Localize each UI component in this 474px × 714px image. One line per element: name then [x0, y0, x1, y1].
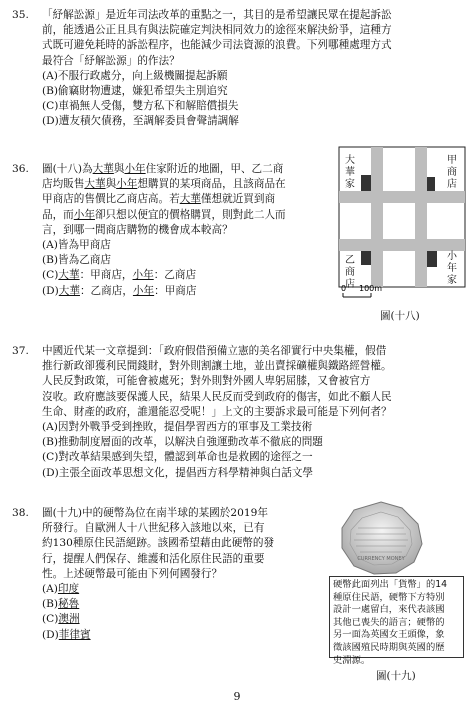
text-segment: 與: [105, 178, 117, 191]
text-segment: 圖(十九)中的硬幣為位在南半球的某國於2019年: [42, 507, 268, 519]
text-segment: 行，提醒人們保存、維護和活化原住民語的重要: [42, 552, 265, 565]
text-segment: 前，能透過公正且具有與法院確定判決相同效力的途徑來解決紛爭，這種方: [42, 24, 392, 37]
question-text-line: [42, 405, 392, 420]
text-segment: 圖(十八)為: [42, 163, 93, 175]
text-segment: (A): [42, 583, 58, 596]
text-segment: 品，而: [42, 208, 74, 221]
underlined-proper-noun: 大華: [58, 269, 80, 282]
answer-option: [42, 253, 286, 268]
question-text-line: [42, 359, 392, 374]
question-text-line: [42, 506, 274, 521]
question-text-line: [42, 162, 286, 177]
coin-caption-line: 徵該國殖民時期與英國的歷: [333, 641, 445, 653]
question-number: 36.: [12, 163, 29, 175]
text-segment: 最符合「紓解訟源」的作法？: [42, 54, 180, 67]
answer-option: [42, 597, 274, 612]
text-segment: 與: [113, 163, 125, 175]
text-segment: 推行新政卻獲利民間錢財，對外則割讓土地，並出賣採礦權與鐵路經營權。: [42, 360, 392, 373]
answer-option: [42, 582, 274, 597]
question-text-line: [42, 177, 286, 192]
jia-store-marker: [427, 177, 435, 191]
underlined-proper-noun: 小年: [132, 269, 154, 282]
text-segment: 性。上述硬幣最可能由下列何國發行？: [42, 567, 223, 580]
text-segment: 言，到哪一間商店購物的機會成本較高？: [42, 223, 233, 236]
text-segment: (C): [42, 613, 59, 626]
underlined-proper-noun: 大華: [58, 284, 80, 297]
xiaonian-label-2: 年: [447, 263, 457, 274]
question-body: [42, 344, 392, 481]
underlined-proper-noun: 大華: [179, 193, 201, 206]
text-segment: (C)車禍無人受傷，雙方私下和解賠償損失: [42, 100, 239, 113]
text-segment: (C): [42, 269, 59, 282]
text-segment: ：甲商店: [154, 284, 197, 297]
yi-label-2: 商: [345, 267, 355, 278]
answer-option: [42, 420, 392, 435]
jia-label-3: 店: [447, 179, 457, 190]
answer-option: [42, 69, 392, 84]
underlined-proper-noun: 印度: [57, 583, 80, 596]
underlined-proper-noun: 小年: [73, 208, 95, 221]
text-segment: ：乙商店: [153, 269, 197, 282]
question-number: 38.: [12, 507, 29, 519]
coin-caption-line: 種原住民語，硬幣下方特別: [333, 591, 445, 603]
question-text-line: [42, 192, 286, 207]
road-horizontal-top: [339, 191, 465, 203]
underlined-proper-noun: 澳洲: [58, 613, 80, 626]
answer-option: [42, 268, 286, 283]
coin-description-box: [329, 576, 464, 666]
text-segment: 想購買的某項商品，且該商品在: [137, 178, 286, 191]
text-segment: (A)因對外戰爭受到挫敗，提倡學習西方的軍事及工業技術: [42, 421, 313, 434]
text-segment: 人民反對政策，可能會被處死；對外則對外國人卑躬屈膝，又會被官方: [42, 375, 371, 388]
question-text-line: [42, 390, 392, 405]
question-number: 35.: [12, 9, 29, 21]
question-text-line: [42, 54, 392, 69]
text-segment: (D): [42, 284, 59, 297]
answer-option: [42, 628, 274, 643]
answer-option: [42, 612, 274, 627]
dahua-label-2: 華: [345, 167, 355, 178]
question-body: [42, 162, 286, 299]
coin-caption-line: 硬幣此面列出「貨幣」的14: [333, 579, 448, 590]
figure-19-caption: 圖(十九): [376, 670, 416, 682]
question-body: [42, 8, 392, 130]
coin-image: [336, 500, 426, 576]
question-body: [42, 506, 274, 643]
question-text-line: [42, 223, 286, 238]
text-segment: (D)遭友積欠債務，至調解委員會聲請調解: [42, 115, 239, 128]
underlined-proper-noun: 菲律賓: [58, 628, 91, 641]
question-number: 37.: [12, 345, 29, 357]
coin-text: CURRENCY MONEY: [357, 556, 405, 562]
text-segment: 所發行。自歐洲人十八世紀移入該地以來，已有: [42, 522, 265, 535]
text-segment: (C)對改革結果感到失望，體認到革命也是救國的途徑之一: [42, 451, 313, 464]
question-text-line: [42, 521, 274, 536]
text-segment: 店均販售: [42, 178, 85, 191]
answer-option: [42, 114, 392, 129]
question-text-line: [42, 38, 392, 53]
answer-option: [42, 99, 392, 114]
map-figure-18: [337, 145, 467, 305]
underlined-proper-noun: 小年: [124, 163, 146, 175]
text-segment: 中國近代某一文章提到：「政府假借預備立憲的美名卻實行中央集權，假借: [42, 345, 387, 357]
text-segment: 「紓解訟源」是近年司法改革的重點之一，其目的是希望讓民眾在提起訴訟: [42, 9, 392, 21]
coin-caption-line: 史淵源。: [333, 654, 371, 666]
underlined-proper-noun: 秘魯: [58, 598, 80, 611]
answer-option: [42, 466, 392, 481]
question-text-line: [42, 344, 392, 359]
answer-option: [42, 238, 286, 253]
xiaonian-label-1: 小: [447, 251, 457, 262]
text-segment: (B): [42, 598, 59, 611]
xiaonian-house-marker: [427, 251, 437, 267]
question-text-line: [42, 567, 274, 582]
question-text-line: [42, 536, 274, 551]
text-segment: 生命、財產的政府，誰還能忍受呢！」上文的主要訴求最可能是下列何者？: [42, 405, 392, 418]
text-segment: (B)皆為乙商店: [42, 254, 112, 267]
question-text-line: [42, 552, 274, 567]
answer-option: [42, 84, 392, 99]
text-segment: (A)皆為甲商店: [42, 239, 111, 252]
text-segment: (B)推動制度層面的改革，以解決自強運動改革不徹底的問題: [42, 436, 323, 449]
coin-caption-line: 另一面為英國女王頭像，象: [333, 629, 445, 641]
road-vertical-left: [371, 147, 383, 287]
text-segment: 沒收。政府應該要保護人民，結果人民反而受到政府的傷害，如此不顧人民: [42, 390, 392, 403]
text-segment: 僅想就近買到商: [200, 193, 276, 206]
text-segment: 式既可避免耗時的訴訟程序，也能減少司法資源的浪費。下列哪種處理方式: [42, 39, 392, 52]
text-segment: 住家附近的地圖，甲、乙二商: [145, 163, 284, 175]
coin-caption-line: 設計一處留白，來代表該國: [333, 604, 445, 616]
answer-option: [42, 435, 392, 450]
figure-18-caption: 圖(十八): [380, 310, 420, 322]
road-vertical-right: [415, 147, 427, 287]
question-text-line: [42, 374, 392, 389]
answer-option: [42, 284, 286, 299]
text-segment: 約130種原住民語絕跡。該國希望藉由此硬幣的發: [42, 537, 275, 550]
scale-label: 100m: [359, 284, 383, 293]
text-segment: ：甲商店，: [79, 269, 133, 282]
dahua-house-marker: [361, 175, 371, 191]
question-text-line: [42, 23, 392, 38]
underlined-proper-noun: 大華: [92, 163, 114, 175]
text-segment: ：乙商店，: [79, 284, 133, 297]
coin-caption-line: 其他已喪失的語言；硬幣的: [333, 616, 445, 628]
underlined-proper-noun: 小年: [132, 284, 155, 297]
text-segment: 卻只想以便宜的價格購買，則對此二人而: [94, 208, 286, 221]
text-segment: 甲商店的售價比乙商店高。若: [42, 193, 180, 206]
yi-label-3: 店: [345, 279, 355, 290]
underlined-proper-noun: 大華: [84, 178, 106, 191]
xiaonian-label-3: 家: [447, 275, 457, 286]
dahua-label-3: 家: [345, 179, 355, 190]
page-number: 9: [233, 690, 241, 703]
text-segment: (D): [42, 628, 59, 641]
scale-zero: 0: [341, 284, 347, 293]
road-horizontal-bottom: [339, 239, 465, 251]
underlined-proper-noun: 小年: [116, 178, 138, 191]
yi-store-marker: [361, 251, 371, 265]
text-segment: (D)主張全面改革思想文化，提倡西方科學精神與白話文學: [42, 466, 314, 479]
text-segment: (A)不服行政處分，向上級機關提起訴願: [42, 69, 228, 82]
question-text-line: [42, 8, 392, 23]
answer-option: [42, 450, 392, 465]
jia-label-1: 甲: [447, 155, 457, 166]
text-segment: (B)偷竊財物遭逮，嫌犯希望失主別追究: [42, 85, 228, 98]
yi-label-1: 乙: [345, 255, 355, 266]
dahua-label-1: 大: [345, 155, 355, 166]
jia-label-2: 商: [447, 167, 457, 178]
question-text-line: [42, 208, 286, 223]
